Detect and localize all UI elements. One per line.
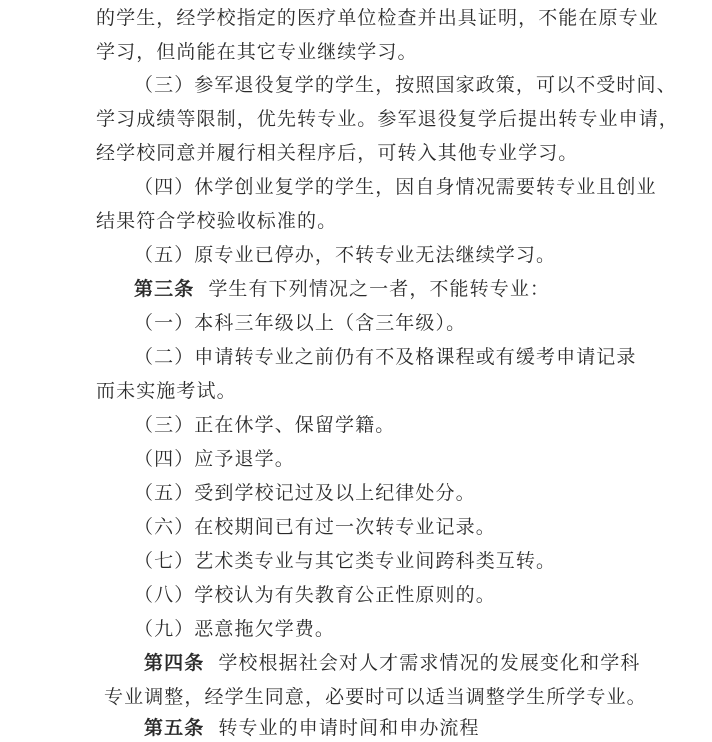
article-5-paragraph — [144, 716, 480, 740]
text-line: （三）正在休学、保留学籍。 — [134, 414, 396, 436]
text-line: （一）本科三年级以上（含三年级）。 — [134, 312, 467, 334]
article-text: 学生有下列情况之一者，不能转专业： — [208, 278, 551, 300]
text-line: 经学校同意并履行相关程序后，可转入其他专业学习。 — [96, 142, 579, 164]
text-line: 而未实施考试。 — [96, 380, 237, 402]
text-line: （四）应予退学。 — [134, 448, 295, 470]
article-heading: 第四条 — [144, 652, 205, 674]
text-line: 学习，但尚能在其它专业继续学习。 — [96, 41, 418, 63]
article-text: 转专业的申请时间和申办流程 — [218, 717, 480, 739]
text-line: 的学生，经学校指定的医疗单位检查并出具证明，不能在原专业 — [96, 7, 659, 29]
text-line: （二）申请转专业之前仍有不及格课程或有缓考申请记录 — [134, 346, 637, 368]
text-line: （九）恶意拖欠学费。 — [134, 618, 336, 640]
text-line: （五）受到学校记过及以上纪律处分。 — [134, 482, 476, 504]
article-4-paragraph — [144, 651, 640, 675]
article-text: 学校根据社会对人才需求情况的发展变化和学科 — [218, 652, 641, 674]
text-line: （五）原专业已停办，不转专业无法继续学习。 — [134, 244, 557, 266]
text-line: （六）在校期间已有过一次转专业记录。 — [134, 516, 496, 538]
text-line: （八）学校认为有失教育公正性原则的。 — [134, 584, 496, 606]
text-line: 学习成绩等限制，优先转专业。参军退役复学后提出转专业申请， — [96, 108, 679, 130]
article-3-paragraph — [134, 277, 550, 301]
article-heading: 第三条 — [134, 278, 195, 300]
text-line: （三）参军退役复学的学生，按照国家政策，可以不受时间、 — [134, 74, 677, 96]
article-heading: 第五条 — [144, 717, 205, 739]
text-line: （四）休学创业复学的学生，因自身情况需要转专业且创业 — [134, 176, 657, 198]
text-line: （七）艺术类专业与其它类专业间跨科类互转。 — [134, 550, 557, 572]
text-line: 专业调整，经学生同意，必要时可以适当调整学生所学专业。 — [104, 686, 647, 708]
text-line: 结果符合学校验收标准的。 — [96, 210, 338, 232]
